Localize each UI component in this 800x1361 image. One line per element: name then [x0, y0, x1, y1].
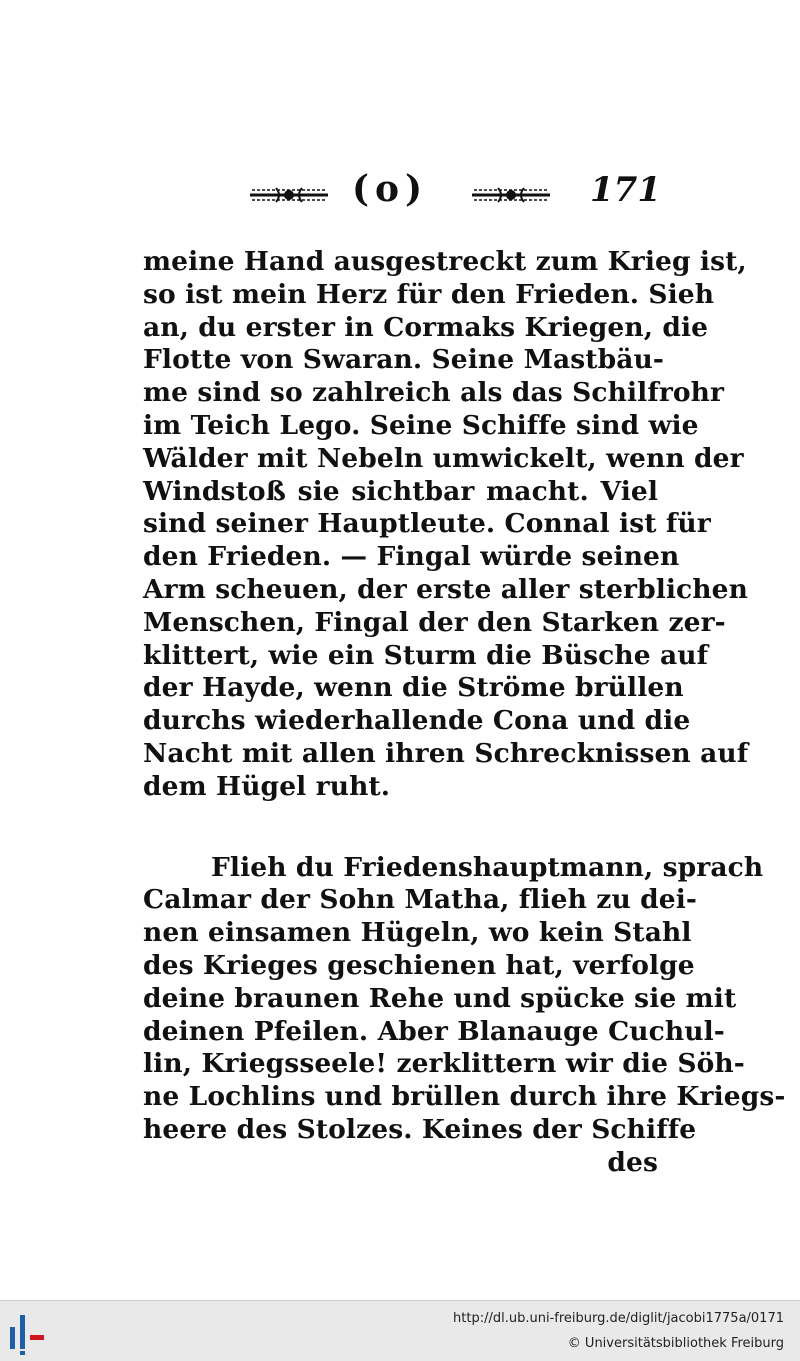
text-line: Flotte von Swaran. Seine Mastbäu- [143, 344, 665, 376]
text-line: meine Hand ausgestreckt zum Krieg ist, [143, 246, 747, 277]
text-line: so ist mein Herz für den Frieden. Sieh [143, 278, 715, 310]
text-line: deine braunen Rehe und spücke sie mit [143, 982, 737, 1014]
page-body [143, 246, 786, 1180]
text-line: im Teich Lego. Seine Schiffe sind wie [143, 409, 699, 441]
paragraph-gap [143, 804, 658, 852]
page-number: 171 [590, 170, 661, 210]
text-line: Nacht mit allen ihren Schrecknissen auf [143, 737, 749, 769]
page-header [240, 168, 660, 218]
text-line: Windstoß sie sichtbar macht. Viel [143, 475, 658, 507]
text-line: dem Hügel ruht. [143, 770, 391, 802]
text-line: Flieh du Friedenshauptmann, sprach [211, 851, 764, 883]
text-line: Wälder mit Nebeln umwickelt, wenn der [143, 442, 744, 474]
text-line: me sind so zahlreich als das Schilfrohr [143, 377, 725, 409]
text-line: an, du erster in Cormaks Kriegen, die [143, 311, 709, 343]
left-ornament-icon [248, 182, 330, 208]
library-logo-icon [6, 1309, 50, 1355]
signature-mark: (o) [352, 168, 429, 210]
text-line: sind seiner Hauptleute. Connal ist für [143, 508, 711, 540]
permalink-url[interactable]: http://dl.ub.uni-freiburg.de/diglit/jacobi1775a/0171 [453, 1311, 784, 1326]
catchword: des [607, 1146, 658, 1178]
text-line: deinen Pfeilen. Aber Blanauge Cuchul- [143, 1015, 725, 1047]
text-line: klittert, wie ein Sturm die Büsche auf [143, 639, 709, 671]
copyright-notice: © Universitätsbibliothek Freiburg [567, 1336, 784, 1351]
paragraph-2 [143, 851, 786, 1147]
text-line: der Hayde, wenn die Ströme brüllen [143, 672, 684, 704]
right-ornament-icon [470, 182, 552, 208]
text-line: Menschen, Fingal der den Starken zer- [143, 606, 726, 638]
text-line: lin, Kriegsseele! zerklittern wir die Söh- [143, 1048, 745, 1080]
text-line: durchs wiederhallende Cona und die [143, 705, 691, 737]
text-line: ne Lochlins und brüllen durch ihre Kriegs- [143, 1081, 786, 1113]
text-line: Calmar der Sohn Matha, flieh zu dei- [143, 884, 697, 916]
paragraph-1 [143, 246, 749, 804]
viewer-footer [0, 1300, 800, 1361]
text-line: nen einsamen Hügeln, wo kein Stahl [143, 917, 692, 949]
text-line: den Frieden. — Fingal würde seinen [143, 541, 680, 573]
text-line: heere des Stolzes. Keines der Schiffe [143, 1113, 697, 1145]
text-line: des Krieges geschienen hat, verfolge [143, 949, 695, 981]
text-line: Arm scheuen, der erste aller sterblichen [143, 573, 748, 605]
